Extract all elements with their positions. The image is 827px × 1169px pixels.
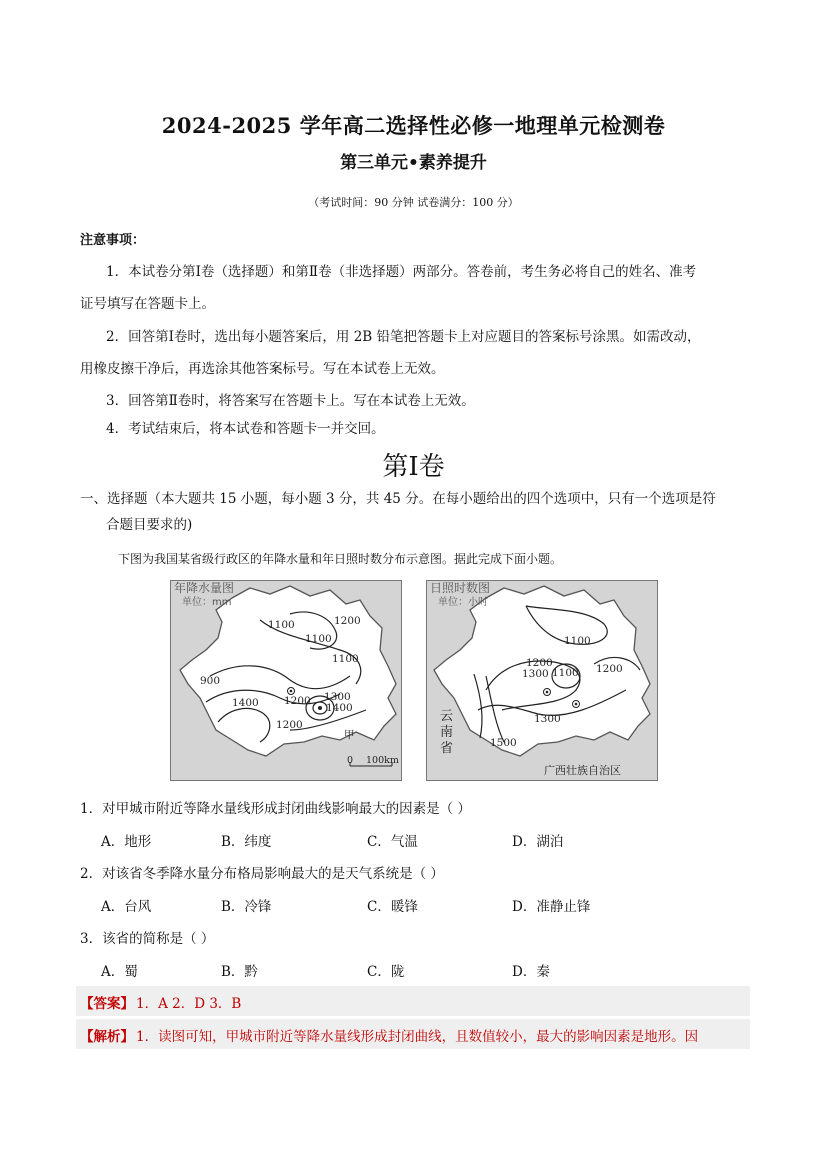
answer-text: 1．A 2．D 3．B [136, 996, 242, 1012]
precipitation-map [170, 580, 402, 781]
notice-heading: 注意事项： [80, 233, 146, 248]
map-isoline-label: 1200 [596, 663, 623, 675]
map-unit: 单位：小时 [438, 597, 488, 608]
map-isoline-label: 1300 [522, 668, 549, 680]
map-isoline-label: 900 [200, 675, 221, 687]
question-2-option-d[interactable]: D．准静止锋 [512, 899, 591, 915]
question-2-option-b[interactable]: B．冷锋 [221, 899, 272, 915]
analysis-label: 【解析】 [80, 1029, 134, 1045]
notice-item-1-line-2: 证号填写在答题卡上。 [80, 296, 215, 312]
map-isoline-label: 1100 [552, 667, 579, 679]
analysis-text: 1．读图可知，甲城市附近等降水量线形成封闭曲线，且数值较小，最大的影响因素是地形。因 [136, 1029, 699, 1045]
question-2-stem: 2．对该省冬季降水量分布格局影响最大的是天气系统是（ ） [80, 866, 444, 882]
notice-item-2-line-2: 用橡皮擦干净后，再选涂其他答案标号。写在本试卷上无效。 [80, 361, 445, 377]
map-isoline-label: 1100 [332, 653, 359, 665]
map-unit: 单位：mm [182, 597, 232, 608]
guangxi-label: 广西壮族自治区 [544, 764, 621, 777]
question-1-stem: 1．对甲城市附近等降水量线形成封闭曲线影响最大的因素是（ ） [80, 801, 471, 817]
city-jia-label: 甲 [344, 729, 355, 741]
question-2-option-c[interactable]: C．暖锋 [367, 899, 418, 915]
section-title-line-1: 一、选择题（本大题共 15 小题，每小题 3 分，共 45 分。在每小题给出的四个选项中，只有一个选项是符 [80, 491, 716, 507]
map-isoline-label: 1100 [564, 635, 591, 647]
question-1-option-d[interactable]: D．湖泊 [512, 834, 564, 850]
question-3-option-d[interactable]: D．秦 [512, 964, 550, 980]
question-1-option-a[interactable]: A．地形 [101, 834, 152, 850]
question-1-option-b[interactable]: B．纬度 [221, 834, 272, 850]
map-isoline-label: 1300 [534, 713, 561, 725]
page-title: 2024-2025 学年高二选择性必修一地理单元检测卷 [161, 113, 666, 138]
map-isoline-label: 1300 [324, 691, 351, 703]
city-jia-marker [318, 706, 322, 710]
page-subtitle: 第三单元•素养提升 [340, 153, 487, 173]
map-isoline-label: 1200 [276, 719, 303, 731]
map-isoline-label: 1500 [490, 737, 517, 749]
notice-item-4: 4．考试结束后，将本试卷和答题卡一并交回。 [106, 421, 385, 437]
question-3-option-b[interactable]: B．黔 [221, 964, 258, 980]
map-isoline-label: 1200 [526, 657, 553, 669]
question-3-stem: 3．该省的简称是（ ） [80, 931, 215, 947]
question-2-option-a[interactable]: A．台风 [101, 899, 152, 915]
answer-label: 【答案】 [80, 996, 134, 1012]
question-intro: 下图为我国某省级行政区的年降水量和年日照时数分布示意图。据此完成下面小题。 [118, 552, 563, 566]
map-isoline-label: 1400 [232, 697, 259, 709]
exam-info: （考试时间：90 分钟 试卷满分：100 分） [308, 196, 519, 209]
notice-item-1-line-1: 1．本试卷分第Ⅰ卷（选择题）和第Ⅱ卷（非选择题）两部分。答卷前，考生务必将自己的姓名、准考 [106, 264, 697, 280]
question-1-option-c[interactable]: C．气温 [367, 834, 418, 850]
part-heading: 第Ⅰ卷 [382, 452, 445, 482]
question-3-option-a[interactable]: A．蜀 [101, 964, 138, 980]
map-isoline-label: 1200 [284, 695, 311, 707]
map-title: 年降水量图 [174, 581, 235, 595]
notice-item-3: 3．回答第Ⅱ卷时，将答案写在答题卡上。写在本试卷上无效。 [106, 393, 475, 409]
map-isoline-label: 1400 [326, 702, 353, 714]
yunnan-label: 云 [440, 709, 454, 724]
map-isoline-label: 1200 [334, 615, 361, 627]
section-title-line-2: 合题目要求的) [106, 517, 193, 533]
question-3-option-c[interactable]: C．陇 [367, 964, 405, 980]
notice-item-2-line-1: 2．回答第Ⅰ卷时，选出每小题答案后，用 2B 铅笔把答题卡上对应题目的答案标号涂黑。如需改动， [106, 329, 701, 345]
map-isoline-label: 1100 [305, 633, 332, 645]
map-title: 日照时数图 [430, 581, 491, 595]
map-isoline-label: 南 [440, 725, 454, 740]
sunshine-map [426, 580, 658, 781]
map-isoline-label: 0 [347, 755, 354, 766]
map-isoline-label: 1100 [268, 619, 295, 631]
map-isoline-label: 省 [440, 741, 454, 756]
map-isoline-label: 100km [366, 755, 399, 766]
